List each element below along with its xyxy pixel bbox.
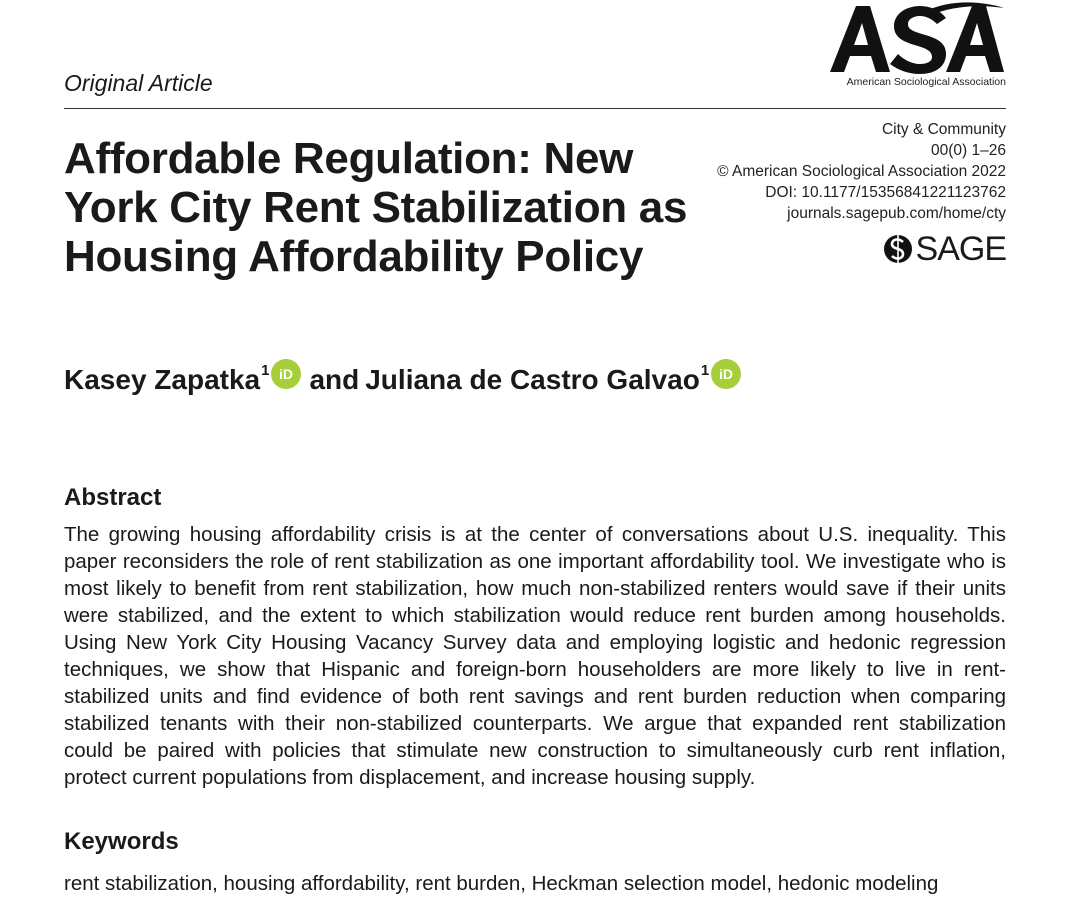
asa-logo-mark-icon	[828, 2, 1006, 74]
journal-meta	[706, 119, 1006, 224]
author-name: Kasey Zapatka	[64, 364, 261, 395]
orcid-icon[interactable]	[271, 359, 301, 389]
journal-url[interactable]: journals.sagepub.com/home/cty	[787, 205, 1006, 222]
sage-s-icon	[883, 232, 913, 266]
article-type-label: Original Article	[64, 70, 213, 96]
journal-name: City & Community	[881, 121, 1006, 138]
asa-logo	[828, 2, 1006, 90]
author-affiliation: 1	[700, 361, 710, 379]
article-page	[64, 0, 1006, 895]
author-line	[64, 361, 749, 396]
journal-doi[interactable]: DOI: 10.1177/15356841221123762	[765, 184, 1006, 201]
sage-logo	[883, 229, 1006, 269]
keywords-text: rent stabilization, housing affordability, rent burden, Heckman selection model, hedonic modeling	[64, 872, 939, 895]
keywords-heading: Keywords	[64, 828, 179, 855]
abstract-text: The growing housing affordability crisis is at the center of conversations about U.S. inequality. This paper reconsiders the role of rent stabilization as one important affordability tool. We investigate who is most likely to benefit from rent stabilization, how much non-stabilized renters would save if their units were stabilized, and the extent to which stabilization would reduce rent burden among households. Using New York City Housing Vacancy Survey data and employing logistic and hedonic regression techniques, we show that Hispanic and foreign-born householders are more likely to live in rent-stabilized units and find evidence of both rent savings and rent burden reduction when comparing stabilized tenants with their non-stabilized counterparts. We argue that expanded rent stabilization could be paired with policies that stimulate new construction to simultaneously curb rent inflation, protect current populations from displacement, and increase housing supply.	[64, 523, 1006, 789]
author-connector: and	[309, 364, 360, 395]
sage-wordmark: SAGE	[915, 230, 1006, 268]
author-name: Juliana de Castro Galvao	[365, 364, 700, 395]
orcid-icon[interactable]	[711, 359, 741, 389]
article-header	[64, 0, 1006, 109]
author-affiliation: 1	[261, 361, 270, 379]
asa-tagline: American Sociological Association	[846, 76, 1006, 88]
journal-volume: 00(0) 1–26	[931, 142, 1006, 159]
article-title: Affordable Regulation: New York City Rent Stabilization as Housing Affordability Policy	[64, 134, 688, 281]
abstract-heading: Abstract	[64, 484, 162, 511]
orcid-icon-text: iD	[279, 366, 294, 382]
journal-copyright: © American Sociological Association 2022	[717, 163, 1006, 180]
orcid-icon-text: iD	[719, 366, 734, 382]
